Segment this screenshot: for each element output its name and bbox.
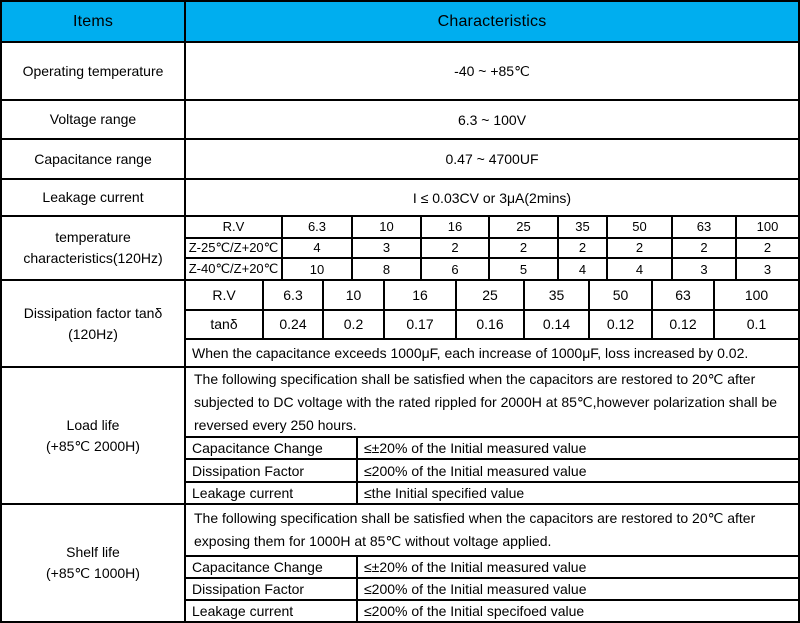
value-cell: 0.47 ~ 4700UF <box>445 151 539 167</box>
rv-cell: 35 <box>524 281 589 310</box>
tand-label-cell: tanδ <box>186 310 263 339</box>
rv-cell: 16 <box>421 217 489 238</box>
item-cell <box>2 217 186 279</box>
spec-label-cell: Capacitance Change <box>186 557 357 578</box>
item-label-line2: characteristics(120Hz) <box>23 250 163 266</box>
data-cell: 2 <box>736 238 798 259</box>
item-label-line2: (120Hz) <box>68 325 118 342</box>
rv-cell: 35 <box>558 217 607 238</box>
data-cell: 2 <box>421 238 489 259</box>
rv-cell: 10 <box>323 281 384 310</box>
value-cell: I ≤ 0.03CV or 3μA(2mins) <box>412 189 572 206</box>
z-label-cell: Z-40℃/Z+20℃ <box>186 258 282 279</box>
data-cell: 3 <box>352 238 421 259</box>
rv-label-cell: R.V <box>186 217 282 238</box>
item-cell: Capacitance range <box>2 140 186 178</box>
z-minus25-row <box>186 238 798 259</box>
rv-cell: 50 <box>607 217 672 238</box>
description-text: The following specification shall be satisfied when the capacitors are restored to 20℃ after exposing them for 1000H at 85℃ without voltage applied. <box>194 510 756 549</box>
rv-header-row <box>186 281 798 310</box>
item-label-line1: Dissipation factor tanδ <box>23 304 163 321</box>
rv-cell: 100 <box>714 281 798 310</box>
tand-row <box>186 310 798 339</box>
spec-value-cell: ≤200% of the Initial specifoed value <box>357 600 798 621</box>
z-label-cell: Z-25℃/Z+20℃ <box>186 238 282 259</box>
row-dissipation-factor <box>2 281 798 368</box>
value-cell: 6.3 ~ 100V <box>457 111 527 128</box>
load-life-spec-table <box>186 438 798 503</box>
data-cell: 6 <box>421 258 489 279</box>
row-voltage-range <box>2 101 798 140</box>
item-label-line1: Shelf life <box>66 544 120 560</box>
rv-cell: 6.3 <box>282 217 352 238</box>
data-cell: 0.12 <box>589 310 652 339</box>
rv-cell: 25 <box>489 217 558 238</box>
data-cell: 5 <box>489 258 558 279</box>
data-cell: 3 <box>736 258 798 279</box>
data-cell: 0.12 <box>652 310 714 339</box>
data-cell: 4 <box>607 258 672 279</box>
spec-label-cell: Capacitance Change <box>186 438 357 459</box>
row-load-life <box>2 368 798 505</box>
spec-label-cell: Leakage current <box>186 600 357 621</box>
data-cell: 4 <box>282 238 352 259</box>
data-cell: 0.24 <box>263 310 323 339</box>
data-cell: 8 <box>352 258 421 279</box>
spec-value-cell: ≤200% of the Initial measured value <box>357 459 798 482</box>
spec-value-cell: ≤±20% of the Initial measured value <box>357 438 798 459</box>
rv-label-cell: R.V <box>186 281 263 310</box>
temp-characteristics-table <box>186 217 798 279</box>
spec-value-cell: ≤200% of the Initial measured value <box>357 578 798 600</box>
row-shelf-life <box>2 505 798 621</box>
spec-row <box>186 600 798 621</box>
row-temperature-characteristics <box>2 217 798 281</box>
description-text: The following specification shall be satisfied when the capacitors are restored to 20℃ after subjected to DC voltage with the rated rippled for 2000H at 85℃,however polarization shall be reversed every 250 hours. <box>194 370 778 433</box>
row-operating-temperature <box>2 43 798 101</box>
row-capacitance-range <box>2 140 798 180</box>
spec-row <box>186 557 798 578</box>
shelf-life-description <box>186 505 798 557</box>
spec-label-cell: Leakage current <box>186 482 357 503</box>
rv-cell: 63 <box>652 281 714 310</box>
header-items-cell: Items <box>2 2 186 41</box>
rv-header-row <box>186 217 798 238</box>
data-cell: 3 <box>672 258 736 279</box>
spec-row <box>186 459 798 482</box>
shelf-life-spec-table <box>186 557 798 621</box>
data-cell: 10 <box>282 258 352 279</box>
spec-row <box>186 482 798 503</box>
item-label-line1: temperature <box>55 229 131 245</box>
load-life-content <box>186 368 798 503</box>
item-cell: Operating temperature <box>2 43 186 99</box>
data-cell: 2 <box>672 238 736 259</box>
item-cell: Leakage current <box>2 180 186 215</box>
z-minus40-row <box>186 258 798 279</box>
rv-cell: 50 <box>589 281 652 310</box>
rv-cell: 63 <box>672 217 736 238</box>
item-label-line2: (+85℃ 1000H) <box>46 565 140 581</box>
table-header-row <box>2 2 798 43</box>
item-label-line1: Load life <box>66 416 120 433</box>
item-cell <box>2 505 186 621</box>
data-cell: 0.1 <box>714 310 798 339</box>
spec-value-cell: ≤±20% of the Initial measured value <box>357 557 798 578</box>
data-cell: 2 <box>558 238 607 259</box>
shelf-life-content <box>186 505 798 621</box>
rv-cell: 25 <box>456 281 524 310</box>
dissipation-note: When the capacitance exceeds 1000μF, each increase of 1000μF, loss increased by 0.02. <box>186 338 798 366</box>
dissipation-table <box>186 281 798 338</box>
header-characteristics-cell: Characteristics <box>437 12 547 30</box>
spec-label-cell: Dissipation Factor <box>186 459 357 482</box>
dissipation-subtable-wrap <box>186 281 798 366</box>
spec-row <box>186 578 798 600</box>
item-cell <box>2 281 186 366</box>
data-cell: 0.17 <box>384 310 456 339</box>
rv-cell: 16 <box>384 281 456 310</box>
spec-row <box>186 438 798 459</box>
rv-cell: 100 <box>736 217 798 238</box>
row-leakage-current <box>2 180 798 217</box>
load-life-description <box>186 368 798 438</box>
data-cell: 2 <box>607 238 672 259</box>
item-cell: Voltage range <box>2 101 186 138</box>
item-cell <box>2 368 186 503</box>
value-cell: -40 ~ +85℃ <box>454 62 530 79</box>
data-cell: 0.2 <box>323 310 384 339</box>
spec-label-cell: Dissipation Factor <box>186 578 357 600</box>
rv-cell: 10 <box>352 217 421 238</box>
temp-characteristics-subtable-wrap <box>186 217 798 279</box>
data-cell: 0.16 <box>456 310 524 339</box>
data-cell: 0.14 <box>524 310 589 339</box>
data-cell: 4 <box>558 258 607 279</box>
spec-value-cell: ≤the Initial specified value <box>357 482 798 503</box>
data-cell: 2 <box>489 238 558 259</box>
rv-cell: 6.3 <box>263 281 323 310</box>
item-label-line2: (+85℃ 2000H) <box>46 437 140 454</box>
